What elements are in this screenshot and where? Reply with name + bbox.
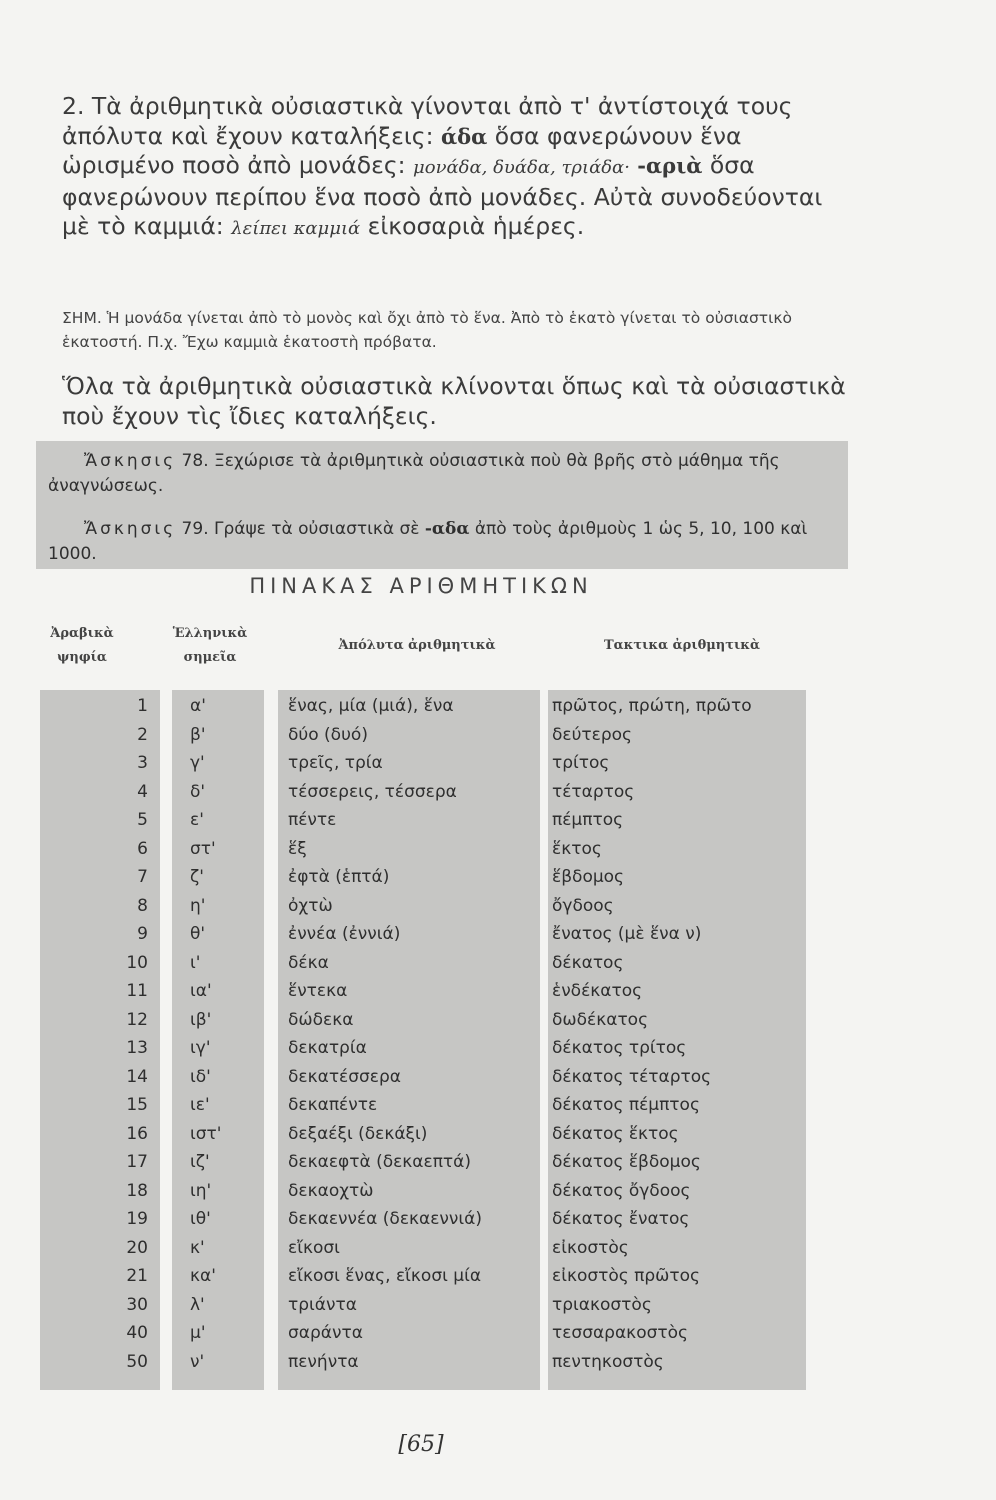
ordinal-cell: ἔνατος (μὲ ἕνα ν) <box>552 924 702 944</box>
table-row <box>0 1207 996 1236</box>
exercise-78 <box>48 449 838 499</box>
table-row <box>0 1093 996 1122</box>
table-row <box>0 979 996 1008</box>
greek-cell: ε' <box>190 810 204 830</box>
ordinal-cell: δέκατος ὄγδοος <box>552 1180 691 1201</box>
table-row <box>0 1293 996 1322</box>
table-row <box>0 1264 996 1293</box>
ordinal-cell: ὄγδοος <box>552 895 614 916</box>
arabic-cell: 15 <box>126 1095 148 1115</box>
paragraph-text: εἰκοσαριὰ ἡμέρες. <box>360 212 585 240</box>
greek-cell: κ' <box>190 1237 205 1258</box>
paragraph-numeral-nouns <box>62 92 852 244</box>
note: ΣΗΜ. Ἡ μονάδα γίνεται ἀπὸ τὸ μονὸς καὶ ὄχι ἀπὸ τὸ ἕνα. Ἀπὸ τὸ ἑκατὸ γίνεται τὸ οὐσιαστικὸ ἑκατοστή. Π.χ. Ἔχω καμμιὰ ἑκατοστὴ πρόβατα. <box>62 309 792 351</box>
cardinal-cell: δύο (δυό) <box>288 724 368 745</box>
cardinal-cell: εἴκοσι <box>288 1237 340 1258</box>
ordinal-cell: ἑνδέκατος <box>552 981 643 1001</box>
ordinal-cell: τέταρτος <box>552 781 635 802</box>
arabic-cell: 40 <box>126 1323 148 1343</box>
cardinal-cell: σαράντα <box>288 1323 363 1343</box>
header-arabic <box>22 622 142 670</box>
ordinal-cell: δέκατος ἕβδομος <box>552 1152 701 1172</box>
ordinal-cell: δέκατος τέταρτος <box>552 1066 712 1087</box>
exercise-label: Ἄσκησις <box>84 451 177 471</box>
greek-cell: ιθ' <box>190 1209 211 1229</box>
exercise-text: 78. Ξεχώρισε τὰ ἀριθμητικὰ οὐσιαστικὰ ποὺ θὰ βρῆς στὸ μάθημα τῆς ἀναγνώσεως. <box>48 451 780 496</box>
table-row <box>0 1321 996 1350</box>
cardinal-cell: δεκαεννέα (δεκαεννιά) <box>288 1209 483 1229</box>
table-title: ΠΙΝΑΚΑΣ ΑΡΙΘΜΗΤΙΚΩΝ <box>249 574 593 598</box>
greek-cell: ιβ' <box>190 1009 212 1030</box>
ordinal-cell: ἕκτος <box>552 838 602 859</box>
greek-cell: κα' <box>190 1266 216 1286</box>
greek-cell: ι' <box>190 952 201 973</box>
arabic-cell: 7 <box>137 867 148 887</box>
cardinal-cell: δεξαέξι (δεκάξι) <box>288 1123 428 1144</box>
greek-cell: η' <box>190 895 206 916</box>
ordinal-cell: τρίτος <box>552 753 610 773</box>
arabic-cell: 20 <box>126 1237 148 1258</box>
greek-cell: ζ' <box>190 867 204 887</box>
paragraph-text: ὅσα φανερώνουν ἕνα ὡρισμένο ποσὸ ἀπὸ μονάδες: <box>62 121 742 179</box>
table-row <box>0 837 996 866</box>
ordinal-cell: εἰκοστὸς πρῶτος <box>552 1266 701 1286</box>
suffix-ada: -αδα <box>424 519 470 539</box>
arabic-cell: 4 <box>137 781 148 802</box>
cardinal-cell: τέσσερεις, τέσσερα <box>288 781 457 802</box>
suffix-aria: -αριὰ <box>629 153 703 178</box>
exercise-label: Ἄσκησις <box>84 519 177 539</box>
header-greek <box>150 622 270 670</box>
table-row <box>0 951 996 980</box>
greek-cell: μ' <box>190 1323 206 1343</box>
arabic-cell: 8 <box>137 895 148 916</box>
table-row <box>0 1179 996 1208</box>
arabic-cell: 12 <box>126 1009 148 1030</box>
arabic-cell: 18 <box>126 1180 148 1201</box>
ordinal-cell: δέκατος πέμπτος <box>552 1095 700 1115</box>
cardinal-cell: ἕντεκα <box>288 981 348 1001</box>
table-row <box>0 1350 996 1379</box>
greek-cell: λ' <box>190 1294 205 1315</box>
greek-cell: δ' <box>190 781 206 802</box>
cardinal-cell: δεκατέσσερα <box>288 1066 401 1087</box>
arabic-cell: 3 <box>137 753 148 773</box>
table-row <box>0 723 996 752</box>
greek-cell: ιγ' <box>190 1038 211 1058</box>
arabic-cell: 19 <box>126 1209 148 1229</box>
table-row <box>0 1122 996 1151</box>
table-row <box>0 808 996 837</box>
cardinal-cell: πέντε <box>288 810 337 830</box>
arabic-cell: 17 <box>126 1152 148 1172</box>
ordinal-cell: πέμπτος <box>552 810 624 830</box>
greek-cell: α' <box>190 696 206 716</box>
cardinal-cell: ἐννέα (ἐννιά) <box>288 924 401 944</box>
greek-cell: στ' <box>190 838 216 859</box>
paragraph-text: ὅσα φανερώνουν περίπου ἕνα ποσὸ ἀπὸ μονάδες. Αὐτὰ συνοδεύονται μὲ τὸ καμμιά: <box>62 151 823 240</box>
paragraph-declension: Ὅλα τὰ ἀριθμητικὰ οὐσιαστικὰ κλίνονται ὅπως καὶ τὰ οὐσιαστικὰ ποὺ ἔχουν τὶς ἴδιες καταλήξεις. <box>62 372 846 430</box>
header-line: Ἀραβικὰ <box>50 626 114 641</box>
cardinal-cell: ἕνας, μία (μιά), ἕνα <box>288 696 454 716</box>
greek-cell: ν' <box>190 1351 205 1372</box>
ordinal-cell: πρῶτος, πρώτη, πρῶτο <box>552 696 752 716</box>
header-line: Ἑλληνικὰ <box>172 626 248 641</box>
cardinal-cell: δέκα <box>288 952 329 973</box>
cardinal-cell: ὀχτὼ <box>288 895 333 916</box>
cardinal-cell: πενήντα <box>288 1351 359 1372</box>
ordinal-cell: δέκατος ἕκτος <box>552 1123 679 1144</box>
greek-cell: ιδ' <box>190 1066 211 1087</box>
exercise-text: 79. Γράψε τὰ οὐσιαστικὰ σὲ <box>176 519 425 539</box>
table-row <box>0 694 996 723</box>
ordinal-cell: δωδέκατος <box>552 1009 649 1030</box>
table-row <box>0 922 996 951</box>
numerals-table <box>0 694 996 1378</box>
arabic-cell: 9 <box>137 924 148 944</box>
ordinal-cell: δεύτερος <box>552 724 633 745</box>
table-row <box>0 1008 996 1037</box>
ordinal-cell: δέκατος <box>552 952 624 973</box>
arabic-cell: 2 <box>137 724 148 745</box>
cardinal-cell: δεκαοχτὼ <box>288 1180 374 1201</box>
greek-cell: ιστ' <box>190 1123 222 1144</box>
arabic-cell: 5 <box>137 810 148 830</box>
ordinal-cell: τεσσαρακοστὸς <box>552 1323 688 1343</box>
example-words: μονάδα, δυάδα, τριάδα· <box>413 157 630 178</box>
header-cardinal: Ἀπόλυτα ἀριθμητικὰ <box>338 638 496 653</box>
arabic-cell: 30 <box>126 1294 148 1315</box>
table-row <box>0 1036 996 1065</box>
greek-cell: ιη' <box>190 1180 212 1201</box>
arabic-cell: 1 <box>137 696 148 716</box>
cardinal-cell: δεκαπέντε <box>288 1095 378 1115</box>
cardinal-cell: ἐφτὰ (ἑπτά) <box>288 867 390 887</box>
greek-cell: β' <box>190 724 206 745</box>
arabic-cell: 10 <box>126 952 148 973</box>
greek-cell: θ' <box>190 924 206 944</box>
header-line: σημεῖα <box>183 650 237 665</box>
table-row <box>0 865 996 894</box>
table-row <box>0 751 996 780</box>
arabic-cell: 16 <box>126 1123 148 1144</box>
greek-cell: γ' <box>190 753 205 773</box>
cardinal-cell: εἴκοσι ἕνας, εἴκοσι μία <box>288 1266 482 1286</box>
paragraph-text: 2. Τὰ ἀριθμητικὰ οὐσιαστικὰ γίνονται ἀπὸ τ' ἀντίστοιχά τους ἀπόλυτα καὶ ἔχουν καταλήξεις: <box>62 92 793 150</box>
ordinal-cell: δέκατος ἔνατος <box>552 1209 690 1229</box>
ordinal-cell: δέκατος τρίτος <box>552 1038 687 1058</box>
cardinal-cell: τριάντα <box>288 1294 357 1315</box>
header-ordinal: Τακτικα ἀριθμητικὰ <box>603 638 761 653</box>
ordinal-cell: ἕβδομος <box>552 867 625 887</box>
arabic-cell: 14 <box>126 1066 148 1087</box>
arabic-cell: 50 <box>126 1351 148 1372</box>
arabic-cell: 6 <box>137 838 148 859</box>
page-number: [65] <box>398 1432 444 1457</box>
greek-cell: ιζ' <box>190 1152 210 1172</box>
arabic-cell: 21 <box>126 1266 148 1286</box>
greek-cell: ιε' <box>190 1095 210 1115</box>
example-phrase: λείπει καμμιά <box>231 218 361 239</box>
table-row <box>0 780 996 809</box>
exercise-text: ἀπὸ τοὺς ἀριθμοὺς 1 ὡς 5, 10, 100 καὶ 1000. <box>48 519 808 564</box>
cardinal-cell: δώδεκα <box>288 1009 354 1030</box>
cardinal-cell: δεκαεφτὰ (δεκαεπτά) <box>288 1152 472 1172</box>
header-line: ψηφία <box>57 650 107 665</box>
greek-cell: ια' <box>190 981 212 1001</box>
arabic-cell: 13 <box>126 1038 148 1058</box>
table-row <box>0 1065 996 1094</box>
suffix-ada: άδα <box>440 123 488 149</box>
exercise-79 <box>48 517 838 567</box>
cardinal-cell: ἕξ <box>288 838 307 859</box>
ordinal-cell: εἰκοστὸς <box>552 1237 629 1258</box>
cardinal-cell: δεκατρία <box>288 1038 367 1058</box>
table-row <box>0 1236 996 1265</box>
ordinal-cell: τριακοστὸς <box>552 1294 652 1315</box>
cardinal-cell: τρεῖς, τρία <box>288 753 383 773</box>
ordinal-cell: πεντηκοστὸς <box>552 1351 664 1372</box>
table-row <box>0 1150 996 1179</box>
table-row <box>0 894 996 923</box>
arabic-cell: 11 <box>126 981 148 1001</box>
